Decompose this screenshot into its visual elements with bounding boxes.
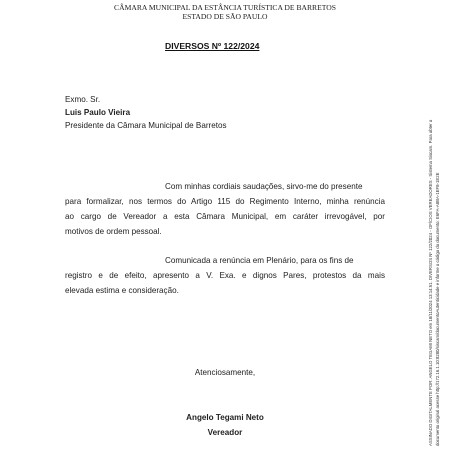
header-state: ESTADO DE SÃO PAULO bbox=[182, 12, 268, 21]
paragraph1-line2: para formalizar, nos termos do Artigo 115 do Regimento Interno, minha renúncia bbox=[65, 197, 385, 206]
paragraph1-line3: ao cargo de Vereador a esta Câmara Municipal, em caráter irrevogável, por bbox=[65, 212, 385, 221]
closing-text: Atenciosamente, bbox=[194, 368, 256, 377]
stamp-line-1: ASSINADO DIGITALMENTE POR: ANGELO TEGAMI NETO em 18/11/2024 13:14:51. DIVERSOS Nº 122/2024 - OFÍCIOS VEREADORES - Sistema Siscam. Para obter o bbox=[428, 119, 433, 446]
paragraph1-line1: Com minhas cordiais saudações, sirvo-me do presente bbox=[165, 182, 363, 191]
document-title: DIVERSOS Nº 122/2024 bbox=[165, 41, 260, 51]
salutation: Exmo. Sr. bbox=[65, 95, 101, 104]
signature-title: Vereador bbox=[207, 428, 243, 437]
paragraph2-line3: elevada estima e consideração. bbox=[65, 286, 179, 295]
paragraph2-line1: Comunicada a renúncia em Plenário, para os fins de bbox=[165, 256, 354, 265]
stamp-line-2: documento original acesse http://172.16.1.10:8280/siscam/documentoAutenticidade e informe o código do documento: E6FA-A8BA-1EF8-1E2E bbox=[435, 172, 440, 446]
paragraph1-line4: motivos de ordem pessoal. bbox=[65, 227, 162, 236]
signature-name: Angelo Tegami Neto bbox=[186, 413, 264, 422]
header-institution: CÂMARA MUNICIPAL DA ESTÂNCIA TURÍSTICA DE BARRETOS bbox=[114, 3, 336, 12]
recipient-role: Presidente da Câmara Municipal de Barretos bbox=[65, 121, 227, 130]
digital-signature-stamp bbox=[427, 6, 445, 446]
paragraph2-line2: registro e de efeito, apresento a V. Exa. e dignos Pares, protestos da mais bbox=[65, 271, 385, 280]
recipient-name: Luis Paulo Vieira bbox=[65, 108, 131, 117]
